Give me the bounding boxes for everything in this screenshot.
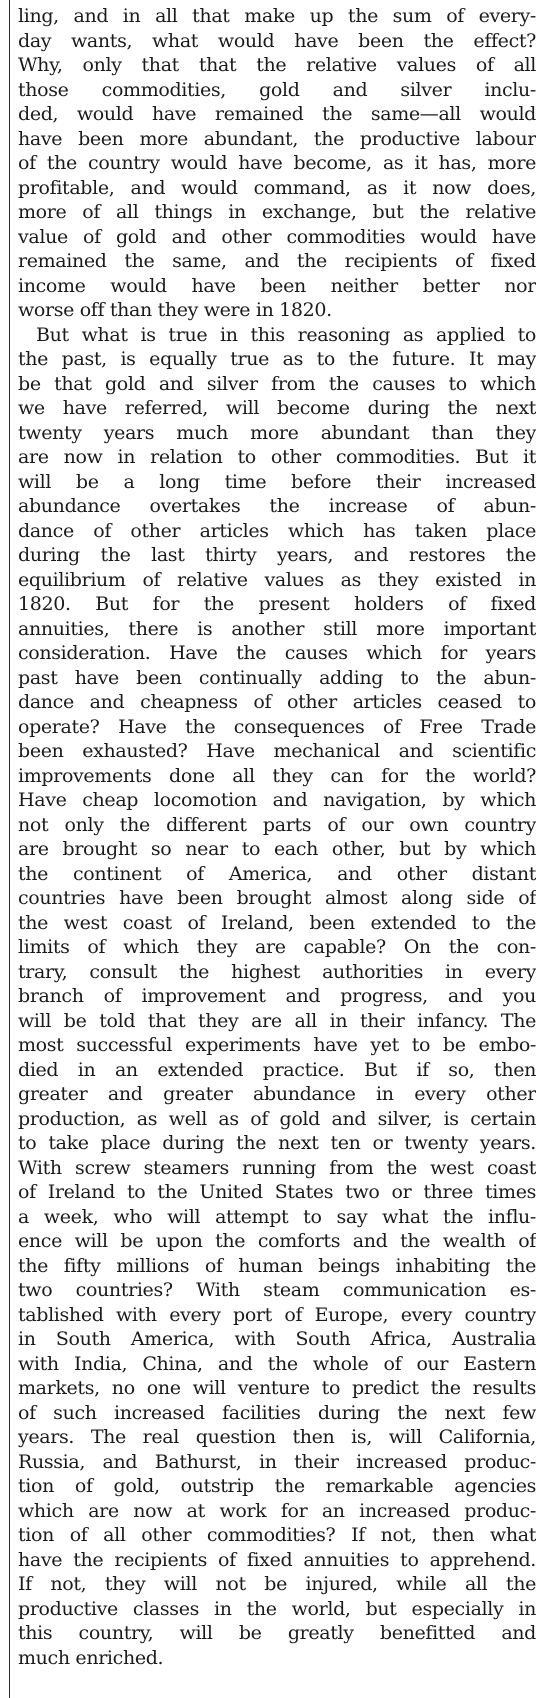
text-line: But what is true in this reasoning as applied to	[36, 323, 536, 346]
text-line: Have cheap locomotion and navigation, by which	[18, 789, 536, 811]
text-line: trary, consult the highest authorities in every	[18, 960, 536, 983]
text-line: annuities, there is another still more important	[18, 617, 536, 640]
text-line: will be a long time before their increased	[18, 470, 536, 493]
text-line: of the country would have become, as it has, more	[18, 152, 536, 174]
text-line: income would have been neither better nor	[18, 274, 536, 297]
text-line: which are now at work for an increased produc-	[18, 1499, 536, 1522]
text-line: been exhausted? Have mechanical and scientific	[18, 740, 536, 762]
text-line: of Ireland to the United States two or three times	[18, 1181, 536, 1203]
text-line: will be told that they are all in their infancy. The	[18, 1009, 536, 1032]
text-line: Why, only that that the relative values of all	[18, 54, 536, 76]
text-line: ded, would have remained the same—all would	[18, 103, 536, 125]
text-line: those commodities, gold and silver inclu-	[18, 78, 536, 101]
article-body	[18, 4, 536, 1670]
text-line: profitable, and would command, as it now does,	[18, 176, 536, 199]
text-line: tion of all other commodities? If not, then what	[18, 1524, 536, 1546]
text-line: the past, is equally true as to the future. It may	[18, 348, 536, 370]
text-line: not only the different parts of our own country	[18, 813, 536, 836]
text-line: are brought so near to each other, but by which	[18, 838, 536, 860]
text-line: improvements done all they can for the world?	[18, 764, 536, 787]
text-line: be that gold and silver from the causes to which	[18, 372, 536, 395]
text-line: we have referred, will become during the next	[18, 397, 536, 419]
text-line: past have been continually adding to the abun-	[18, 666, 536, 689]
text-line: to take place during the next ten or twenty years.	[18, 1132, 536, 1154]
text-line: the fifty millions of human beings inhabiting the	[18, 1254, 536, 1277]
text-line: With screw steamers running from the west coast	[18, 1156, 536, 1179]
text-line: worse off than they were in 1820.	[18, 299, 332, 321]
text-line: a week, who will attempt to say what the influ-	[18, 1205, 536, 1228]
text-line: twenty years much more abundant than they	[18, 421, 536, 444]
text-line: limits of which they are capable? On the con-	[18, 936, 536, 958]
text-line: remained the same, and the recipients of fixed	[18, 250, 536, 272]
column-rule	[9, 0, 10, 1698]
text-line: equilibrium of relative values as they existed in	[18, 568, 536, 591]
text-line: most successful experiments have yet to be embo-	[18, 1034, 536, 1056]
text-line: dance and cheapness of other articles ceased to	[18, 691, 536, 713]
text-line: greater and greater abundance in every other	[18, 1083, 536, 1105]
text-line: two countries? With steam communication es-	[18, 1279, 536, 1301]
text-line: tion of gold, outstrip the remarkable agencies	[18, 1475, 536, 1497]
text-line: value of gold and other commodities would have	[18, 225, 536, 248]
paragraph	[18, 4, 536, 323]
text-line: If not, they will not be injured, while all the	[18, 1573, 536, 1595]
text-line: tablished with every port of Europe, every country	[18, 1303, 536, 1326]
text-line: have the recipients of fixed annuities to apprehend.	[18, 1548, 536, 1571]
text-line: the west coast of Ireland, been extended to the	[18, 911, 536, 934]
text-line: ence will be upon the comforts and the wealth of	[18, 1230, 536, 1252]
paragraph	[18, 323, 536, 1671]
text-line: day wants, what would have been the effect?	[18, 29, 536, 52]
text-line: much enriched.	[18, 1646, 164, 1669]
text-line: are now in relation to other commodities. But it	[18, 446, 536, 468]
text-line: production, as well as of gold and silver, is certain	[18, 1107, 536, 1130]
text-line: consideration. Have the causes which for years	[18, 642, 536, 664]
text-line: have been more abundant, the productive labour	[18, 127, 536, 150]
text-line: ling, and in all that make up the sum of every-	[18, 5, 536, 27]
text-line: operate? Have the consequences of Free Trade	[18, 715, 536, 738]
text-line: in South America, with South Africa, Australia	[18, 1328, 536, 1350]
text-line: Russia, and Bathurst, in their increased produc-	[18, 1450, 536, 1473]
text-line: markets, no one will venture to predict the results	[18, 1377, 536, 1399]
text-line: of such increased facilities during the next few	[18, 1401, 536, 1424]
text-line: during the last thirty years, and restores the	[18, 544, 536, 566]
text-line: years. The real question then is, will California,	[18, 1426, 536, 1448]
text-line: branch of improvement and progress, and you	[18, 985, 536, 1007]
text-line: with India, China, and the whole of our Eastern	[18, 1352, 536, 1375]
text-line: 1820. But for the present holders of fixed	[18, 593, 536, 615]
text-line: dance of other articles which has taken place	[18, 519, 536, 542]
text-line: this country, will be greatly benefitted and	[18, 1622, 536, 1644]
text-line: more of all things in exchange, but the relative	[18, 201, 536, 223]
text-line: countries have been brought almost along side of	[18, 887, 536, 909]
text-line: productive classes in the world, but especially in	[18, 1597, 536, 1620]
text-line: abundance overtakes the increase of abun-	[18, 495, 536, 517]
text-line: died in an extended practice. But if so, then	[18, 1058, 536, 1081]
text-line: the continent of America, and other distant	[18, 862, 536, 885]
